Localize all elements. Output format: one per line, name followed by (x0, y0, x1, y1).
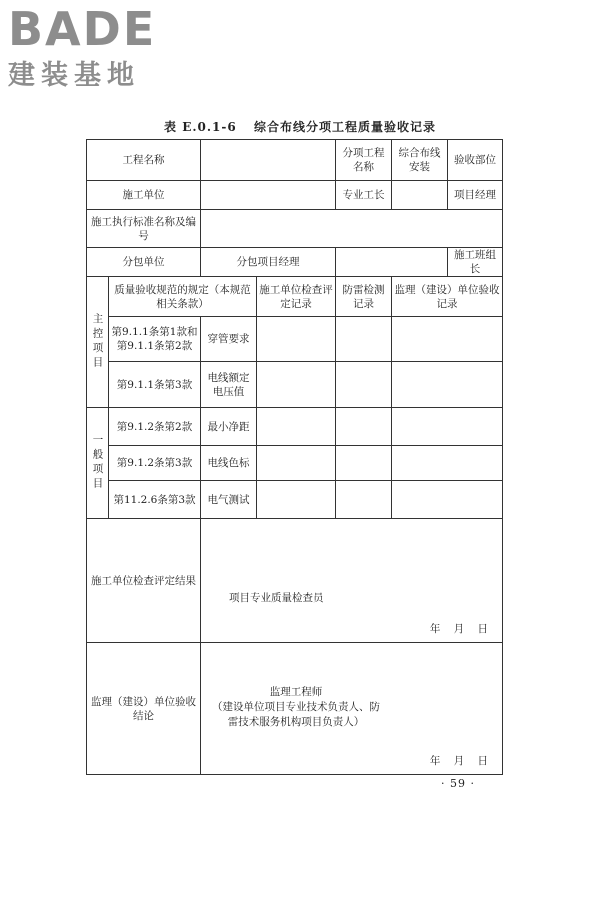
clause-cell: 第9.1.2条第2款 (109, 408, 201, 446)
section-general: 一般项目 (87, 408, 109, 519)
supervisor-cell[interactable] (392, 481, 503, 519)
header-row-2 (87, 181, 503, 210)
standard-label: 施工执行标准名称及编号 (87, 210, 201, 248)
item-cell: 穿管要求 (201, 317, 257, 362)
table-row (87, 408, 503, 446)
subproject-label: 分项工程名称 (336, 140, 392, 181)
project-manager-label: 项目经理 (448, 181, 503, 210)
clause-cell: 第11.2.6条第3款 (109, 481, 201, 519)
team-leader-label: 施工班组长 (448, 248, 503, 277)
table-title (0, 118, 600, 135)
item-cell: 电气测试 (201, 481, 257, 519)
supervisor-cell[interactable] (392, 317, 503, 362)
standard-value[interactable] (201, 210, 503, 248)
col-lightning-header: 防雷检测记录 (336, 277, 392, 317)
table-row (87, 446, 503, 481)
lightning-cell[interactable] (336, 317, 392, 362)
unit-check-cell[interactable] (257, 362, 336, 408)
header-row-3 (87, 210, 503, 248)
project-name-value[interactable] (201, 140, 336, 181)
logo-subtitle: 建装基地 (8, 60, 140, 91)
foreman-value[interactable] (392, 181, 448, 210)
conclusion-row (87, 643, 503, 775)
supervisor-cell[interactable] (392, 362, 503, 408)
table-code: 表 E.0.1-6 (164, 120, 237, 134)
sub-pm-value[interactable] (336, 248, 448, 277)
col-spec-header: 质量验收规范的规定（本规范相关条款） (109, 277, 257, 317)
result-row (87, 519, 503, 643)
engineer-label: 监理工程师 (269, 686, 323, 698)
clause-cell: 第9.1.1条第3款 (109, 362, 201, 408)
inspector-label: 项目专业质量检查员 (229, 592, 324, 604)
table-row (87, 317, 503, 362)
lightning-cell[interactable] (336, 362, 392, 408)
subcontractor-label: 分包单位 (87, 248, 201, 277)
section-main-control: 主控项目 (87, 277, 109, 408)
item-cell: 最小净距 (201, 408, 257, 446)
clause-cell: 第9.1.1条第1款和第9.1.1条第2款 (109, 317, 201, 362)
supervisor-cell[interactable] (392, 408, 503, 446)
table-title-text: 综合布线分项工程质量验收记录 (253, 120, 436, 134)
page-number: · 59 · (441, 777, 475, 790)
unit-check-cell[interactable] (257, 317, 336, 362)
item-cell: 电线色标 (201, 446, 257, 481)
sub-pm-label: 分包项目经理 (201, 248, 336, 277)
header-row-4 (87, 248, 503, 277)
lightning-cell[interactable] (336, 408, 392, 446)
col-supervisor-header: 监理（建设）单位验收记录 (392, 277, 503, 317)
item-cell: 电线额定电压值 (201, 362, 257, 408)
unit-check-cell[interactable] (257, 408, 336, 446)
logo (8, 4, 156, 92)
conclusion-date: 年 月 日 (429, 755, 488, 767)
foreman-label: 专业工长 (336, 181, 392, 210)
lightning-cell[interactable] (336, 481, 392, 519)
supervisor-cell[interactable] (392, 446, 503, 481)
clause-cell: 第9.1.2条第3款 (109, 446, 201, 481)
unit-check-cell[interactable] (257, 481, 336, 519)
col-unit-check-header: 施工单位检查评定记录 (257, 277, 336, 317)
conclusion-label: 监理（建设）单位验收结论 (87, 643, 201, 775)
subproject-value: 综合布线安装 (392, 140, 448, 181)
conclusion-signature-area[interactable] (201, 643, 503, 775)
project-name-label: 工程名称 (87, 140, 201, 181)
engineer-block (211, 685, 381, 730)
lightning-cell[interactable] (336, 446, 392, 481)
result-label: 施工单位检查评定结果 (87, 519, 201, 643)
table-row (87, 481, 503, 519)
result-signature-area[interactable] (201, 519, 503, 643)
result-date: 年 月 日 (429, 623, 488, 635)
engineer-note: （建设单位项目专业技术负责人、防雷技术服务机构项目负责人） (212, 701, 380, 728)
construction-unit-value[interactable] (201, 181, 336, 210)
acceptance-part-label: 验收部位 (448, 140, 503, 181)
construction-unit-label: 施工单位 (87, 181, 201, 210)
table-row (87, 362, 503, 408)
logo-wordmark: BADE (8, 2, 157, 56)
unit-check-cell[interactable] (257, 446, 336, 481)
column-header-row (87, 277, 503, 317)
header-row-1 (87, 140, 503, 181)
acceptance-record-table (86, 139, 503, 775)
